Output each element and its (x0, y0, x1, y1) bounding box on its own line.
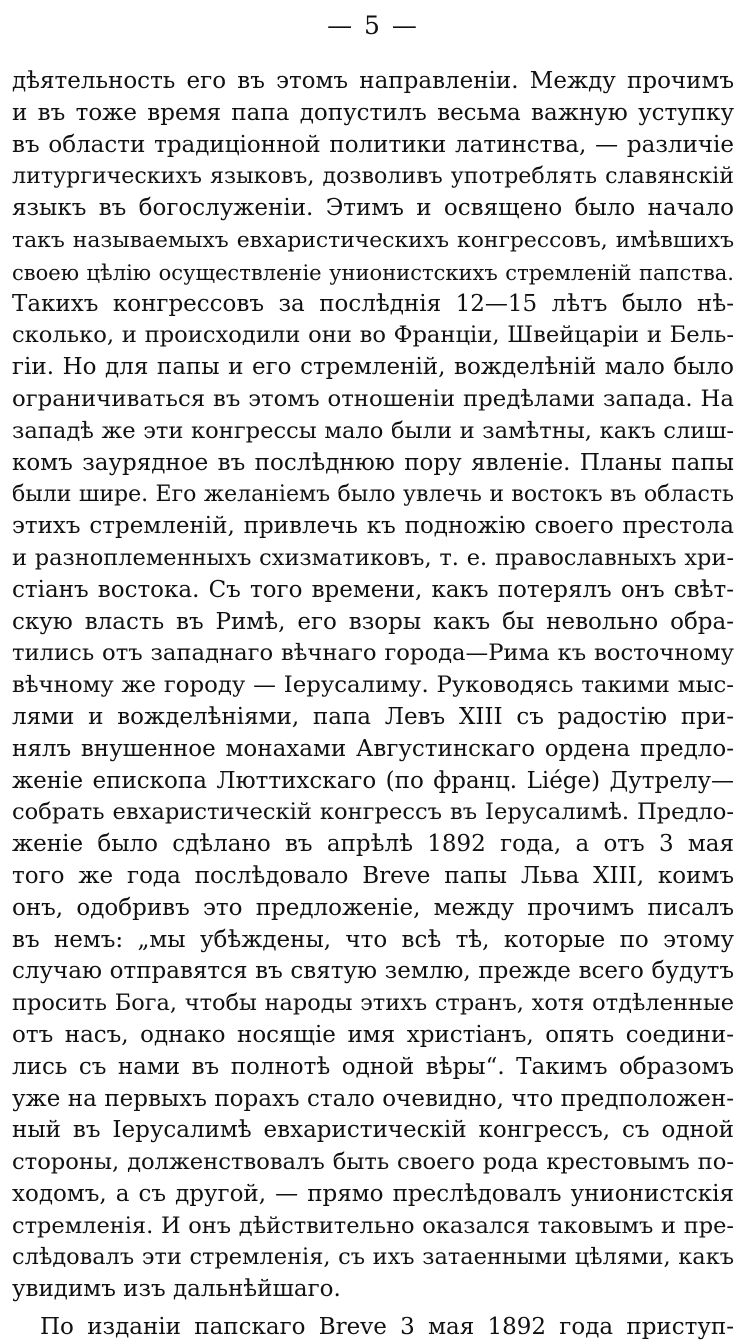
text-line: были шире. Его желаніемъ было увлечь и востокъ въ область (12, 482, 734, 508)
text-line: женіе было сдѣлано въ апрѣлѣ 1892 года, а отъ 3 мая (12, 831, 734, 858)
text-line: тились отъ западнаго вѣчнаго города—Рима къ восточному (12, 640, 734, 667)
text-line: лями и вожделѣніями, папа Левъ XIII съ радостію при- (12, 703, 734, 730)
text-line: литургическихъ языковъ, дозволивъ употреблять славянскій (12, 163, 734, 190)
text-line: уже на первыхъ порахъ стало очевидно, что предположен- (12, 1085, 734, 1112)
text-line: просить Бога, чтобы народы этихъ странъ, хотя отдѣленные (12, 990, 734, 1017)
text-line: гіи. Но для папы и его стремленій, вожделѣній мало было (12, 354, 734, 381)
text-line: этихъ стремленій, привлечь къ подножію своего престола (12, 513, 734, 540)
text-line: женіе епископа Люттихскаго (по франц. Liége) Дутрелу— (12, 767, 734, 794)
text-line: собрать евхаристическій конгрессъ въ Іерусалимѣ. Предло- (12, 799, 734, 826)
text-line: вѣчному же городу — Іерусалиму. Руководясь такими мыс- (12, 672, 734, 699)
text-line: ограничиваться въ этомъ отношеніи предѣлами запада. На (12, 385, 734, 412)
text-line: въ немъ: „мы убѣждены, что всѣ тѣ, которые по этому (12, 926, 734, 953)
text-line: своею цѣлію осуществленіе унионистскихъ стремленій папства. (12, 259, 734, 285)
text-line: дѣятельность его въ этомъ направленіи. Между прочимъ (12, 68, 734, 94)
text-line: и разноплеменныхъ схизматиковъ, т. е. православныхъ хри- (12, 544, 734, 571)
text-line: слѣдовалъ эти стремленія, съ ихъ затаенными цѣлями, какъ (12, 1244, 734, 1271)
text-line: и въ тоже время папа допустилъ весьма важную уступку (12, 99, 734, 126)
text-line: языкъ въ богослуженіи. Этимъ и освящено было начало (12, 195, 734, 222)
text-line: въ области традиціонной политики латинства, — различіе (12, 131, 734, 158)
page-number: — 5 — (327, 11, 419, 40)
text-line: западѣ же эти конгрессы мало были и замѣтны, какъ слиш- (12, 417, 734, 444)
paragraph-1 (12, 66, 734, 1306)
text-line: онъ, одобривъ это предложеніе, между прочимъ писалъ (12, 894, 734, 921)
text-line: скую власть въ Римѣ, его взоры какъ бы невольно обра- (12, 608, 734, 635)
text-line: лись съ нами въ полнотѣ одной вѣры“. Такимъ образомъ (12, 1053, 734, 1080)
text-line: ный въ Іерусалимѣ евхаристическій конгрессъ, съ одной (12, 1117, 734, 1144)
text-line: стіанъ востока. Съ того времени, какъ потерялъ онъ свѣт- (12, 576, 734, 603)
text-line: увидимъ изъ дальнѣйшаго. (12, 1276, 341, 1303)
text-line: такъ называемыхъ евхаристическихъ конгрессовъ, имѣвшихъ (12, 227, 734, 253)
text-line: комъ заурядное въ послѣднюю пору явленіе. Планы папы (12, 449, 734, 476)
paragraph-2: По изданіи папскаго Breve 3 мая 1892 года приступ- (40, 1314, 734, 1341)
text-line: ходомъ, а съ другой, — прямо преслѣдовалъ унионистскія (12, 1180, 734, 1207)
text-line: сколько, и происходили они во Франціи, Швейцаріи и Бель- (12, 322, 734, 349)
text-line: случаю отправятся въ святую землю, прежде всего будутъ (12, 958, 734, 985)
text-line: того же года послѣдовало Breve папы Льва XIII, коимъ (12, 862, 734, 889)
text-line: Такихъ конгрессовъ за послѣднія 12—15 лѣтъ было нѣ- (12, 290, 734, 317)
text-line: стороны, долженствовалъ быть своего рода крестовымъ по- (12, 1149, 734, 1176)
text-line: нялъ внушенное монахами Августинскаго ордена предло- (12, 735, 734, 762)
text-line: отъ насъ, однако носящіе имя христіанъ, опять соедини- (12, 1021, 734, 1048)
text-line: стремленія. И онъ дѣйствительно оказался таковымъ и пре- (12, 1212, 734, 1239)
